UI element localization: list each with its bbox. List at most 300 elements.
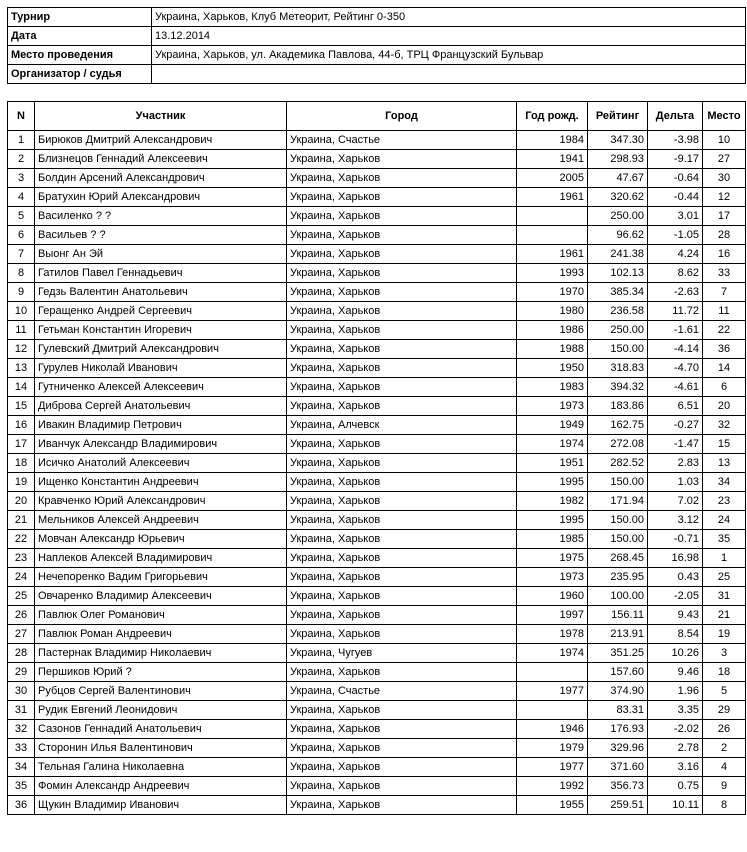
cell-number: 18 (8, 454, 35, 473)
cell-rating: 83.31 (588, 701, 648, 720)
cell-place: 26 (703, 720, 746, 739)
results-body (8, 131, 746, 815)
cell-place: 29 (703, 701, 746, 720)
cell-city: Украина, Харьков (287, 739, 517, 758)
table-row (8, 340, 746, 359)
cell-birth-year: 1973 (517, 397, 588, 416)
table-row (8, 796, 746, 815)
table-row (8, 359, 746, 378)
cell-delta: -4.70 (648, 359, 703, 378)
cell-number: 24 (8, 568, 35, 587)
organizer-label: Организатор / судья (8, 65, 152, 84)
table-row (8, 739, 746, 758)
table-row (8, 245, 746, 264)
cell-participant: Геращенко Андрей Сергеевич (35, 302, 287, 321)
cell-delta: -4.61 (648, 378, 703, 397)
cell-place: 15 (703, 435, 746, 454)
cell-city: Украина, Счастье (287, 682, 517, 701)
cell-birth-year: 1985 (517, 530, 588, 549)
cell-place: 3 (703, 644, 746, 663)
cell-delta: -0.71 (648, 530, 703, 549)
cell-participant: Васильев ? ? (35, 226, 287, 245)
cell-city: Украина, Харьков (287, 701, 517, 720)
cell-place: 30 (703, 169, 746, 188)
cell-place: 20 (703, 397, 746, 416)
cell-place: 5 (703, 682, 746, 701)
cell-city: Украина, Харьков (287, 150, 517, 169)
cell-participant: Кравченко Юрий Александрович (35, 492, 287, 511)
cell-number: 6 (8, 226, 35, 245)
cell-delta: -0.64 (648, 169, 703, 188)
cell-delta: 0.75 (648, 777, 703, 796)
cell-place: 8 (703, 796, 746, 815)
table-row (8, 264, 746, 283)
cell-delta: 4.24 (648, 245, 703, 264)
cell-birth-year: 1984 (517, 131, 588, 150)
cell-number: 2 (8, 150, 35, 169)
cell-rating: 272.08 (588, 435, 648, 454)
cell-birth-year: 1997 (517, 606, 588, 625)
cell-rating: 385.34 (588, 283, 648, 302)
cell-city: Украина, Харьков (287, 758, 517, 777)
cell-number: 34 (8, 758, 35, 777)
table-row (8, 720, 746, 739)
cell-number: 29 (8, 663, 35, 682)
cell-birth-year: 1977 (517, 758, 588, 777)
cell-birth-year: 1992 (517, 777, 588, 796)
table-row (8, 777, 746, 796)
cell-birth-year: 1970 (517, 283, 588, 302)
cell-city: Украина, Харьков (287, 454, 517, 473)
cell-birth-year: 1973 (517, 568, 588, 587)
cell-number: 31 (8, 701, 35, 720)
cell-delta: 7.02 (648, 492, 703, 511)
cell-number: 13 (8, 359, 35, 378)
cell-participant: Тельная Галина Николаевна (35, 758, 287, 777)
cell-city: Украина, Счастье (287, 131, 517, 150)
cell-number: 32 (8, 720, 35, 739)
table-row (8, 625, 746, 644)
cell-city: Украина, Харьков (287, 340, 517, 359)
cell-participant: Диброва Сергей Анатольевич (35, 397, 287, 416)
cell-delta: 2.78 (648, 739, 703, 758)
tournament-label: Турнир (8, 8, 152, 27)
header-place: Место (703, 102, 746, 131)
cell-participant: Овчаренко Владимир Алексеевич (35, 587, 287, 606)
cell-number: 15 (8, 397, 35, 416)
cell-rating: 150.00 (588, 473, 648, 492)
cell-delta: -1.05 (648, 226, 703, 245)
cell-city: Украина, Харьков (287, 492, 517, 511)
cell-place: 31 (703, 587, 746, 606)
cell-city: Украина, Харьков (287, 264, 517, 283)
cell-city: Украина, Харьков (287, 207, 517, 226)
table-row (8, 758, 746, 777)
cell-city: Украина, Харьков (287, 663, 517, 682)
cell-number: 28 (8, 644, 35, 663)
cell-delta: -2.05 (648, 587, 703, 606)
cell-delta: -2.02 (648, 720, 703, 739)
cell-rating: 183.86 (588, 397, 648, 416)
cell-city: Украина, Харьков (287, 777, 517, 796)
cell-delta: -9.17 (648, 150, 703, 169)
cell-birth-year: 1975 (517, 549, 588, 568)
cell-birth-year: 1983 (517, 378, 588, 397)
cell-participant: Павлюк Олег Романович (35, 606, 287, 625)
cell-delta: -4.14 (648, 340, 703, 359)
cell-participant: Фомин Александр Андреевич (35, 777, 287, 796)
cell-number: 22 (8, 530, 35, 549)
table-row (8, 587, 746, 606)
table-row (8, 435, 746, 454)
table-row (8, 207, 746, 226)
cell-rating: 329.96 (588, 739, 648, 758)
cell-participant: Ищенко Константин Андреевич (35, 473, 287, 492)
table-row (8, 682, 746, 701)
cell-rating: 150.00 (588, 530, 648, 549)
cell-place: 7 (703, 283, 746, 302)
table-row (8, 606, 746, 625)
table-row (8, 188, 746, 207)
cell-rating: 235.95 (588, 568, 648, 587)
table-row (8, 701, 746, 720)
header-city: Город (287, 102, 517, 131)
cell-place: 12 (703, 188, 746, 207)
cell-number: 7 (8, 245, 35, 264)
date-value: 13.12.2014 (152, 27, 746, 46)
cell-number: 35 (8, 777, 35, 796)
cell-participant: Бирюков Дмитрий Александрович (35, 131, 287, 150)
header-number: N (8, 102, 35, 131)
cell-delta: 9.43 (648, 606, 703, 625)
cell-participant: Гулевский Дмитрий Александрович (35, 340, 287, 359)
cell-rating: 162.75 (588, 416, 648, 435)
cell-number: 17 (8, 435, 35, 454)
cell-rating: 96.62 (588, 226, 648, 245)
table-row (8, 302, 746, 321)
cell-place: 13 (703, 454, 746, 473)
cell-rating: 100.00 (588, 587, 648, 606)
cell-rating: 394.32 (588, 378, 648, 397)
cell-rating: 47.67 (588, 169, 648, 188)
cell-place: 36 (703, 340, 746, 359)
cell-delta: 10.11 (648, 796, 703, 815)
cell-place: 34 (703, 473, 746, 492)
cell-birth-year (517, 701, 588, 720)
cell-delta: -2.63 (648, 283, 703, 302)
cell-participant: Василенко ? ? (35, 207, 287, 226)
table-header-row (8, 102, 746, 131)
cell-city: Украина, Чугуев (287, 644, 517, 663)
cell-rating: 236.58 (588, 302, 648, 321)
cell-rating: 298.93 (588, 150, 648, 169)
tournament-value: Украина, Харьков, Клуб Метеорит, Рейтинг 0-350 (152, 8, 746, 27)
tournament-info-table (7, 7, 746, 84)
cell-city: Украина, Харьков (287, 568, 517, 587)
cell-delta: -0.27 (648, 416, 703, 435)
cell-number: 11 (8, 321, 35, 340)
cell-birth-year: 1977 (517, 682, 588, 701)
results-table (7, 101, 746, 815)
info-row-organizer (8, 65, 746, 84)
cell-rating: 250.00 (588, 321, 648, 340)
cell-birth-year: 1986 (517, 321, 588, 340)
cell-birth-year: 1979 (517, 739, 588, 758)
cell-rating: 250.00 (588, 207, 648, 226)
cell-place: 2 (703, 739, 746, 758)
table-row (8, 549, 746, 568)
cell-rating: 356.73 (588, 777, 648, 796)
cell-number: 12 (8, 340, 35, 359)
table-row (8, 530, 746, 549)
cell-birth-year: 1949 (517, 416, 588, 435)
cell-birth-year: 1978 (517, 625, 588, 644)
cell-city: Украина, Харьков (287, 321, 517, 340)
cell-birth-year: 1974 (517, 435, 588, 454)
cell-number: 1 (8, 131, 35, 150)
cell-delta: 16.98 (648, 549, 703, 568)
cell-delta: -0.44 (648, 188, 703, 207)
cell-birth-year: 1988 (517, 340, 588, 359)
cell-place: 1 (703, 549, 746, 568)
cell-birth-year: 1993 (517, 264, 588, 283)
cell-participant: Выонг Ан Эй (35, 245, 287, 264)
cell-participant: Рубцов Сергей Валентинович (35, 682, 287, 701)
cell-city: Украина, Харьков (287, 226, 517, 245)
cell-rating: 150.00 (588, 511, 648, 530)
cell-number: 4 (8, 188, 35, 207)
cell-delta: 3.16 (648, 758, 703, 777)
cell-participant: Братухин Юрий Александрович (35, 188, 287, 207)
cell-number: 9 (8, 283, 35, 302)
cell-city: Украина, Харьков (287, 625, 517, 644)
cell-city: Украина, Харьков (287, 796, 517, 815)
cell-rating: 318.83 (588, 359, 648, 378)
table-row (8, 131, 746, 150)
cell-rating: 351.25 (588, 644, 648, 663)
cell-participant: Пастернак Владимир Николаевич (35, 644, 287, 663)
cell-number: 26 (8, 606, 35, 625)
cell-number: 27 (8, 625, 35, 644)
table-row (8, 568, 746, 587)
cell-city: Украина, Харьков (287, 245, 517, 264)
cell-participant: Наплеков Алексей Владимирович (35, 549, 287, 568)
cell-city: Украина, Харьков (287, 359, 517, 378)
cell-rating: 171.94 (588, 492, 648, 511)
table-row (8, 321, 746, 340)
cell-rating: 150.00 (588, 340, 648, 359)
cell-place: 28 (703, 226, 746, 245)
cell-number: 8 (8, 264, 35, 283)
cell-rating: 176.93 (588, 720, 648, 739)
cell-place: 27 (703, 150, 746, 169)
cell-delta: 8.54 (648, 625, 703, 644)
cell-number: 3 (8, 169, 35, 188)
cell-place: 32 (703, 416, 746, 435)
cell-place: 23 (703, 492, 746, 511)
cell-rating: 268.45 (588, 549, 648, 568)
header-participant: Участник (35, 102, 287, 131)
cell-delta: 11.72 (648, 302, 703, 321)
cell-city: Украина, Харьков (287, 435, 517, 454)
cell-participant: Першиков Юрий ? (35, 663, 287, 682)
cell-place: 10 (703, 131, 746, 150)
cell-number: 5 (8, 207, 35, 226)
header-birth-year: Год рожд. (517, 102, 588, 131)
cell-place: 19 (703, 625, 746, 644)
cell-rating: 374.90 (588, 682, 648, 701)
cell-birth-year: 1941 (517, 150, 588, 169)
info-row-date (8, 27, 746, 46)
cell-birth-year: 1995 (517, 473, 588, 492)
cell-birth-year: 1974 (517, 644, 588, 663)
cell-participant: Мовчан Александр Юрьевич (35, 530, 287, 549)
info-row-venue (8, 46, 746, 65)
table-row (8, 169, 746, 188)
cell-participant: Гедзь Валентин Анатольевич (35, 283, 287, 302)
cell-participant: Гетьман Константин Игоревич (35, 321, 287, 340)
cell-city: Украина, Харьков (287, 378, 517, 397)
cell-city: Украина, Харьков (287, 606, 517, 625)
cell-rating: 282.52 (588, 454, 648, 473)
venue-value: Украина, Харьков, ул. Академика Павлова, 44-б, ТРЦ Французский Бульвар (152, 46, 746, 65)
cell-number: 20 (8, 492, 35, 511)
cell-delta: 3.01 (648, 207, 703, 226)
cell-place: 22 (703, 321, 746, 340)
cell-birth-year: 1982 (517, 492, 588, 511)
cell-place: 33 (703, 264, 746, 283)
cell-birth-year: 1946 (517, 720, 588, 739)
cell-rating: 157.60 (588, 663, 648, 682)
header-delta: Дельта (648, 102, 703, 131)
cell-delta: 6.51 (648, 397, 703, 416)
cell-number: 21 (8, 511, 35, 530)
table-row (8, 416, 746, 435)
date-label: Дата (8, 27, 152, 46)
cell-rating: 259.51 (588, 796, 648, 815)
cell-city: Украина, Харьков (287, 720, 517, 739)
cell-participant: Сторонин Илья Валентинович (35, 739, 287, 758)
cell-participant: Павлюк Роман Андреевич (35, 625, 287, 644)
cell-city: Украина, Харьков (287, 587, 517, 606)
cell-number: 19 (8, 473, 35, 492)
cell-city: Украина, Харьков (287, 169, 517, 188)
cell-birth-year (517, 226, 588, 245)
table-row (8, 283, 746, 302)
cell-number: 16 (8, 416, 35, 435)
cell-delta: 1.96 (648, 682, 703, 701)
cell-birth-year: 1980 (517, 302, 588, 321)
cell-participant: Иванчук Александр Владимирович (35, 435, 287, 454)
table-row (8, 378, 746, 397)
cell-participant: Рудик Евгений Леонидович (35, 701, 287, 720)
cell-participant: Щукин Владимир Иванович (35, 796, 287, 815)
cell-delta: 3.12 (648, 511, 703, 530)
cell-delta: 0.43 (648, 568, 703, 587)
cell-rating: 371.60 (588, 758, 648, 777)
table-row (8, 492, 746, 511)
cell-delta: 9.46 (648, 663, 703, 682)
cell-delta: 10.26 (648, 644, 703, 663)
cell-delta: -1.47 (648, 435, 703, 454)
cell-number: 30 (8, 682, 35, 701)
cell-birth-year: 1961 (517, 245, 588, 264)
cell-delta: 1.03 (648, 473, 703, 492)
cell-place: 16 (703, 245, 746, 264)
table-row (8, 397, 746, 416)
cell-city: Украина, Харьков (287, 302, 517, 321)
cell-place: 24 (703, 511, 746, 530)
organizer-value (152, 65, 746, 84)
cell-number: 14 (8, 378, 35, 397)
cell-delta: 2.83 (648, 454, 703, 473)
table-row (8, 663, 746, 682)
cell-rating: 102.13 (588, 264, 648, 283)
cell-delta: 8.62 (648, 264, 703, 283)
cell-participant: Гатилов Павел Геннадьевич (35, 264, 287, 283)
cell-place: 18 (703, 663, 746, 682)
cell-rating: 156.11 (588, 606, 648, 625)
cell-participant: Ивакин Владимир Петрович (35, 416, 287, 435)
cell-city: Украина, Харьков (287, 283, 517, 302)
cell-place: 25 (703, 568, 746, 587)
cell-number: 36 (8, 796, 35, 815)
cell-place: 9 (703, 777, 746, 796)
cell-city: Украина, Харьков (287, 188, 517, 207)
cell-birth-year: 1995 (517, 511, 588, 530)
cell-participant: Исичко Анатолий Алексеевич (35, 454, 287, 473)
table-row (8, 644, 746, 663)
cell-place: 17 (703, 207, 746, 226)
venue-label: Место проведения (8, 46, 152, 65)
cell-birth-year: 2005 (517, 169, 588, 188)
cell-participant: Нечепоренко Вадим Григорьевич (35, 568, 287, 587)
cell-participant: Гутниченко Алексей Алексеевич (35, 378, 287, 397)
cell-participant: Сазонов Геннадий Анатольевич (35, 720, 287, 739)
cell-rating: 241.38 (588, 245, 648, 264)
cell-birth-year: 1950 (517, 359, 588, 378)
cell-delta: -3.98 (648, 131, 703, 150)
table-row (8, 150, 746, 169)
cell-city: Украина, Харьков (287, 530, 517, 549)
cell-participant: Мельников Алексей Андреевич (35, 511, 287, 530)
info-row-tournament (8, 8, 746, 27)
cell-city: Украина, Харьков (287, 397, 517, 416)
cell-number: 33 (8, 739, 35, 758)
cell-rating: 320.62 (588, 188, 648, 207)
cell-rating: 213.91 (588, 625, 648, 644)
cell-number: 25 (8, 587, 35, 606)
cell-rating: 347.30 (588, 131, 648, 150)
cell-participant: Гурулев Николай Иванович (35, 359, 287, 378)
cell-city: Украина, Алчевск (287, 416, 517, 435)
cell-birth-year: 1960 (517, 587, 588, 606)
cell-place: 11 (703, 302, 746, 321)
table-row (8, 226, 746, 245)
table-row (8, 511, 746, 530)
cell-delta: 3.35 (648, 701, 703, 720)
cell-birth-year: 1955 (517, 796, 588, 815)
cell-birth-year (517, 663, 588, 682)
cell-city: Украина, Харьков (287, 511, 517, 530)
cell-place: 21 (703, 606, 746, 625)
cell-participant: Близнецов Геннадий Алексеевич (35, 150, 287, 169)
table-row (8, 454, 746, 473)
cell-birth-year (517, 207, 588, 226)
cell-city: Украина, Харьков (287, 549, 517, 568)
cell-number: 23 (8, 549, 35, 568)
cell-place: 14 (703, 359, 746, 378)
